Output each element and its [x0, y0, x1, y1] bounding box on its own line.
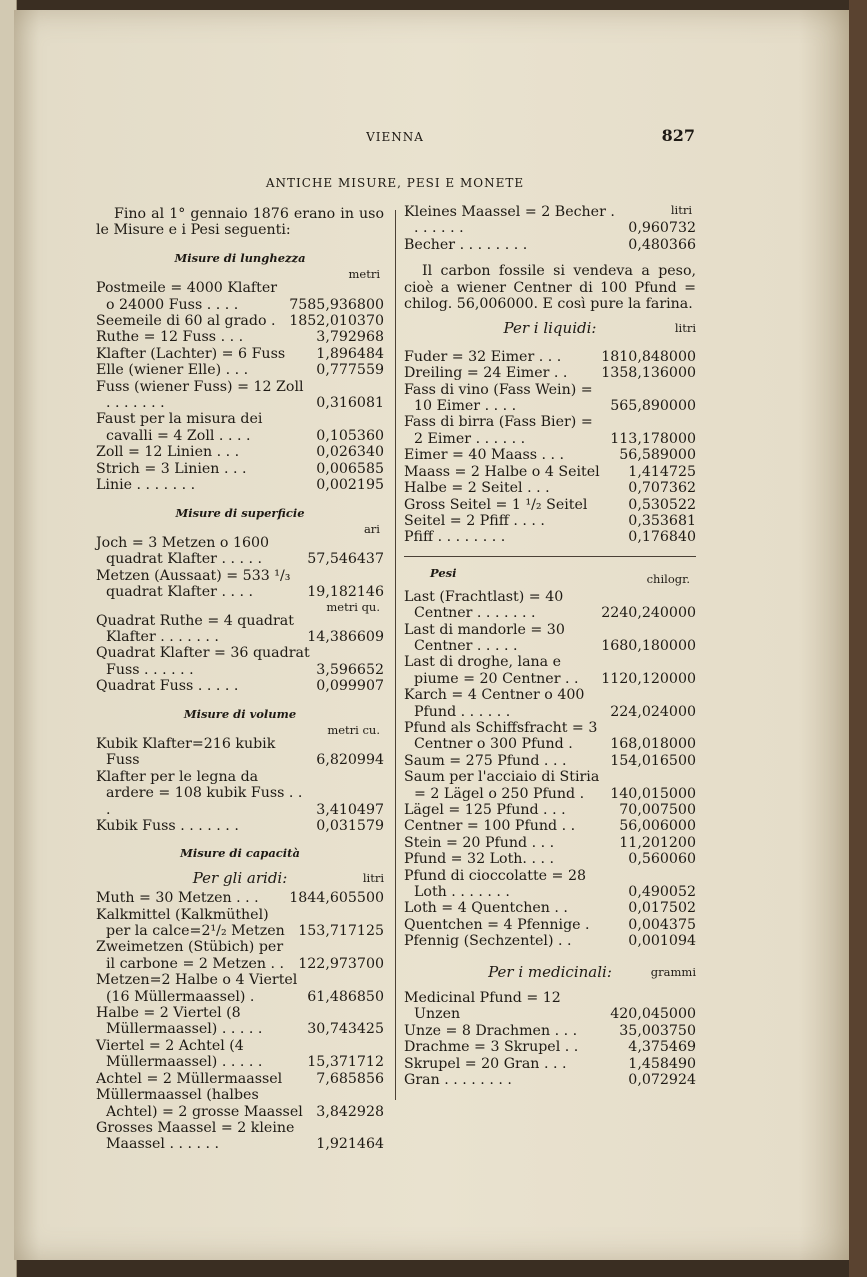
measure-name: Seitel = 2 Pfiff . . . . [404, 512, 545, 529]
measure-name: Muth = 30 Metzen . . . [96, 890, 259, 907]
measure-entry [404, 933, 696, 949]
measure-entry [404, 851, 696, 867]
measure-entry [404, 1072, 696, 1088]
measure-entry [96, 1071, 384, 1087]
note-paragraph: Il carbon fossile si vendeva a peso, cioè a wiener Centner di 100 Pfund = chilog. 56,006000. E così pure la farina. [404, 263, 696, 313]
measure-entry [96, 477, 384, 493]
measure-entry [404, 835, 696, 851]
measure-entry [404, 589, 696, 622]
measure-entry [96, 907, 384, 940]
measure-value: 0,707362 [628, 480, 696, 497]
measure-entry [96, 280, 384, 313]
measure-name: Faust per la misura dei cavalli = 4 Zoll . . . . [96, 411, 263, 444]
unit-label: metri [348, 267, 380, 282]
measure-value: 0,316081 [316, 395, 384, 412]
measure-name: Quadrat Klafter = 36 quadrat Fuss . . . . . . [96, 645, 310, 678]
subcategory-label: Per gli aridi: [192, 868, 288, 887]
measure-name: Seemeile di 60 al grado . [96, 313, 276, 330]
measure-entry [404, 1039, 696, 1055]
measure-entry [96, 736, 384, 769]
measure-value: 113,178000 [610, 430, 696, 447]
measure-value: 6,820994 [316, 752, 384, 769]
measure-entry [404, 513, 696, 529]
measure-name: Fass di vino (Fass Wein) = 10 Eimer . . . . [404, 381, 593, 415]
measure-name: Pfund = 32 Loth. . . . [404, 851, 554, 868]
measure-value: 15,371712 [307, 1054, 384, 1071]
subcategory-liquidi [404, 320, 696, 336]
measure-entry [404, 365, 696, 381]
measure-name: Kubik Klafter=216 kubik Fuss [96, 735, 276, 769]
measure-entry [96, 1038, 384, 1071]
measure-entry [404, 1023, 696, 1039]
measure-name: Quentchen = 4 Pfennige . [404, 916, 590, 933]
measure-name: Kalkmittel (Kalkmüthel) per la calce=2¹/₂ Metzen [96, 906, 285, 940]
measure-name: Dreiling = 24 Eimer . . [404, 365, 568, 382]
entry-list-volume [96, 736, 384, 834]
measure-value: 224,024000 [610, 703, 696, 720]
section-rule [404, 556, 696, 557]
unit-label: grammi [650, 964, 696, 979]
measure-name: Pfund di cioccolatte = 28 Loth . . . . . . . [404, 867, 587, 901]
measure-entry [404, 654, 696, 687]
measure-name: Last (Frachtlast) = 40 Centner . . . . . . . [404, 588, 564, 622]
measure-entry [96, 444, 384, 460]
measure-name: Fuss (wiener Fuss) = 12 Zoll . . . . . . . [96, 378, 304, 412]
measure-name: Kubik Fuss . . . . . . . [96, 818, 239, 834]
measure-value: 0,480366 [628, 236, 696, 253]
measure-value: 1852,010370 [289, 313, 384, 330]
measure-entry [96, 411, 384, 444]
measure-value: 1,921464 [316, 1136, 384, 1153]
measure-entry [404, 529, 696, 545]
subcategory-label: Per i medicinali: [488, 962, 612, 981]
measure-entry [96, 818, 384, 834]
measure-entry [404, 447, 696, 463]
measure-value: 56,006000 [619, 818, 696, 835]
unit-label: litri [670, 203, 692, 217]
measure-name: Saum = 275 Pfund . . . [404, 752, 567, 769]
measure-entry [404, 769, 696, 802]
measure-entry [96, 645, 384, 678]
measure-name: Last di mandorle = 30 Centner . . . . . [404, 621, 565, 654]
entry-list-liquidi [404, 349, 696, 546]
measure-entry [96, 346, 384, 362]
measure-name: Kleines Maassel = 2 Becher . . . . . . . [404, 204, 615, 237]
unit-label: metri qu. [326, 599, 380, 614]
running-head-title: VIENNA [366, 130, 424, 144]
measure-entry [404, 802, 696, 818]
measure-name: Fuder = 32 Eimer . . . [404, 348, 562, 365]
measure-name: Pfiff . . . . . . . . [404, 529, 506, 546]
entry-list-superficie [96, 523, 384, 695]
measure-entry [96, 1120, 384, 1153]
measure-value: 3,410497 [316, 801, 384, 818]
measure-value: 57,546437 [307, 551, 384, 568]
measure-name: Pfennig (Sechzentel) . . [404, 933, 572, 950]
measure-name: Loth = 4 Quentchen . . [404, 900, 568, 917]
entry-list-aridi [96, 890, 384, 1153]
entry-list-lunghezza [96, 280, 384, 493]
measure-name: Metzen=2 Halbe o 4 Viertel (16 Müllermaassel) . [96, 972, 298, 1005]
subcategory-medicinali [404, 964, 696, 980]
intro-paragraph: Fino al 1° gennaio 1876 erano in uso le Misure e i Pesi seguenti: [96, 206, 384, 239]
measure-name: Müllermaassel (halbes Achtel) = 2 grosse Maassel [96, 1087, 303, 1120]
category-title-pesi: Pesi [430, 565, 457, 580]
unit-label: chilogr. [646, 571, 690, 586]
measure-entry [96, 362, 384, 378]
measure-value: 0,777559 [316, 362, 384, 379]
measure-name: Halbe = 2 Viertel (8 Müllermaassel) . . . . . [96, 1005, 263, 1038]
measure-value: 30,743425 [307, 1021, 384, 1038]
entry-list-pesi [404, 589, 696, 950]
measure-value: 0,960732 [628, 220, 696, 237]
measure-name: Klafter (Lachter) = 6 Fuss [96, 345, 286, 362]
measure-value: 1680,180000 [601, 637, 696, 654]
category-title-lunghezza: Misure di lunghezza [174, 250, 306, 265]
measure-name: Linie . . . . . . . [96, 477, 196, 494]
measure-name: Grosses Maassel = 2 kleine Maassel . . . . . . [96, 1119, 295, 1153]
measure-entry [96, 329, 384, 345]
category-title-volume: Misure di volume [183, 706, 297, 721]
page-number: 827 [661, 126, 695, 145]
measure-value: 0,072924 [628, 1072, 696, 1089]
measure-value: 0,017502 [628, 900, 696, 917]
measure-entry [96, 535, 384, 568]
unit-label: litri [674, 321, 696, 336]
measure-value: 168,018000 [610, 736, 696, 753]
measure-value: 1,458490 [628, 1055, 696, 1072]
measure-entry [96, 939, 384, 972]
unit-label: litri [362, 870, 384, 885]
measure-name: Zweimetzen (Stübich) per il carbone = 2 Metzen . . [96, 939, 285, 972]
measure-value: 0,530522 [628, 496, 696, 513]
measure-name: Pfund als Schiffsfracht = 3 Centner o 300 Pfund . [404, 719, 598, 753]
measure-value: 420,045000 [610, 1006, 696, 1023]
measure-name: Maass = 2 Halbe o 4 Seitel [404, 463, 600, 480]
measure-entry [404, 480, 696, 496]
measure-entry [404, 464, 696, 480]
measure-value: 1,414725 [628, 463, 696, 480]
subcategory-aridi [96, 870, 384, 886]
category-header-pesi [404, 563, 696, 586]
measure-name: Drachme = 3 Skrupel . . [404, 1039, 579, 1056]
measure-value: 0,105360 [316, 427, 384, 444]
entry-list-medicinali [404, 990, 696, 1088]
measure-name: Ruthe = 12 Fuss . . . [96, 329, 244, 346]
measure-value: 1810,848000 [601, 348, 696, 365]
measure-name: Centner = 100 Pfund . . [404, 818, 576, 835]
measure-entry [404, 868, 696, 901]
measure-value: 7585,936800 [289, 296, 384, 313]
measure-value: 7,685856 [316, 1070, 384, 1087]
measure-value: 140,015000 [610, 785, 696, 802]
measure-name: Postmeile = 4000 Klafter o 24000 Fuss . . . . [96, 280, 278, 313]
measure-entry [404, 720, 696, 753]
column-divider [395, 210, 396, 1100]
measure-value: 0,004375 [628, 916, 696, 933]
measure-value: 0,099907 [316, 678, 384, 695]
measure-value: 0,560060 [628, 851, 696, 868]
measure-entry [96, 568, 384, 601]
measure-value: 14,386609 [307, 628, 384, 645]
measure-entry [96, 1087, 384, 1120]
measure-entry [404, 349, 696, 365]
measure-entry [404, 622, 696, 655]
measure-value: 122,973700 [298, 955, 384, 972]
measure-entry [96, 972, 384, 1005]
category-title-superficie: Misure di superficie [175, 505, 305, 520]
measure-value: 0,001094 [628, 933, 696, 950]
measure-entry [96, 461, 384, 477]
measure-name: Joch = 3 Metzen o 1600 quadrat Klafter . . . . . [96, 534, 270, 568]
running-head [95, 126, 695, 148]
measure-value: 1358,136000 [601, 365, 696, 382]
book-edge [849, 0, 867, 1277]
measure-entry [96, 769, 384, 818]
measure-value: 3,842928 [316, 1103, 384, 1120]
measure-entry [96, 678, 384, 694]
category-title-capacita: Misure di capacità [180, 846, 300, 861]
measure-entry [404, 204, 696, 237]
measure-name: Stein = 20 Pfund . . . [404, 834, 555, 851]
section-title: ANTICHE MISURE, PESI E MONETE [265, 176, 525, 190]
measure-value: 0,026340 [316, 444, 384, 461]
measure-value: 153,717125 [298, 923, 384, 940]
measure-entry [96, 1005, 384, 1038]
measure-name: Klafter per le legna da ardere = 108 kubik Fuss . . . [96, 768, 303, 818]
left-column [96, 204, 384, 1153]
measure-entry [404, 382, 696, 415]
measure-name: Quadrat Ruthe = 4 quadrat Klafter . . . . . . . [96, 612, 294, 645]
measure-name: Elle (wiener Elle) . . . [96, 362, 249, 379]
measure-value: 56,589000 [619, 447, 696, 464]
measure-name: Eimer = 40 Maass . . . [404, 447, 565, 464]
measure-value: 0,031579 [316, 818, 384, 834]
measure-entry [96, 379, 384, 412]
measure-entry [404, 917, 696, 933]
measure-name: Strich = 3 Linien . . . [96, 460, 247, 477]
measure-entry [404, 990, 696, 1023]
measure-name: Halbe = 2 Seitel . . . [404, 480, 550, 497]
measure-entry [404, 900, 696, 916]
measure-name: Last di droghe, lana e piume = 20 Centner . . [404, 654, 579, 687]
measure-value: 0,353681 [628, 512, 696, 529]
measure-value: 0,006585 [316, 460, 384, 477]
measure-value: 1120,120000 [601, 670, 696, 687]
measure-name: Gross Seitel = 1 ¹/₂ Seitel [404, 496, 588, 513]
measure-entry [404, 1056, 696, 1072]
entry-list-continued [404, 204, 696, 253]
unit-label: ari [363, 521, 380, 536]
measure-value: 1844,605500 [289, 890, 384, 907]
measure-value: 61,486850 [307, 988, 384, 1005]
measure-entry [404, 237, 696, 253]
measure-entry [96, 890, 384, 906]
measure-entry [96, 313, 384, 329]
measure-name: Fass di birra (Fass Bier) = 2 Eimer . . . . . . [404, 414, 593, 447]
subcategory-label: Per i liquidi: [503, 319, 597, 338]
measure-value: 1,896484 [316, 345, 384, 362]
measure-value: 70,007500 [619, 802, 696, 818]
measure-value: 154,016500 [610, 752, 696, 769]
measure-value: 0,490052 [628, 884, 696, 901]
measure-value: 35,003750 [619, 1022, 696, 1039]
right-column [404, 204, 696, 1089]
measure-value: 3,596652 [316, 661, 384, 678]
measure-name: Becher . . . . . . . . [404, 236, 528, 253]
measure-name: Achtel = 2 Müllermaassel [96, 1070, 283, 1087]
measure-entry [404, 414, 696, 447]
measure-entry [404, 818, 696, 834]
measure-name: Unze = 8 Drachmen . . . [404, 1022, 578, 1039]
measure-value: 2240,240000 [601, 605, 696, 622]
measure-value: 11,201200 [619, 834, 696, 851]
measure-value: 3,792968 [316, 329, 384, 346]
measure-value: 4,375469 [628, 1039, 696, 1056]
measure-name: Saum per l'acciaio di Stiria = 2 Lägel o 250 Pfund . [404, 769, 600, 802]
measure-value: 19,182146 [307, 584, 384, 601]
measure-value: 0,002195 [316, 477, 384, 494]
measure-entry [404, 687, 696, 720]
unit-label: metri cu. [327, 722, 380, 737]
measure-name: Medicinal Pfund = 12 Unzen [404, 990, 561, 1023]
measure-name: Lägel = 125 Pfund . . . [404, 802, 566, 818]
measure-name: Quadrat Fuss . . . . . [96, 678, 239, 695]
measure-name: Metzen (Aussaat) = 533 ¹/₃ quadrat Klafter . . . . [96, 567, 291, 601]
measure-name: Gran . . . . . . . . [404, 1072, 512, 1089]
measure-name: Karch = 4 Centner o 400 Pfund . . . . . . [404, 687, 585, 720]
measure-name: Viertel = 2 Achtel (4 Müllermaassel) . . . . . [96, 1037, 263, 1071]
measure-name: Zoll = 12 Linien . . . [96, 444, 240, 461]
measure-value: 565,890000 [610, 398, 696, 415]
measure-value: 0,176840 [628, 529, 696, 546]
measure-name: Skrupel = 20 Gran . . . [404, 1055, 567, 1072]
measure-entry [96, 613, 384, 646]
measure-entry [404, 753, 696, 769]
measure-entry [404, 497, 696, 513]
